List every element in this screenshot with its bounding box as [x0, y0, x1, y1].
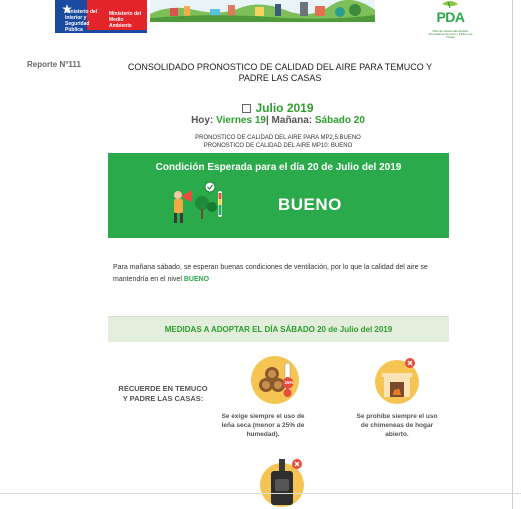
stove-measure: [257, 457, 307, 507]
firewood-measure: [250, 355, 300, 405]
page-edge-right: [512, 0, 513, 509]
forecast-paragraph: [113, 262, 448, 286]
manana-value: Sábado 20: [314, 115, 365, 126]
page-edge-bottom: [0, 493, 521, 494]
measures-header: [108, 316, 449, 342]
report-number: Reporte N°111: [27, 60, 81, 69]
condition-title: Condición Esperada para el día 20 de Julio del 2019: [155, 162, 402, 173]
hoy-row: [108, 115, 448, 126]
measures-title: MEDIDAS A ADOPTAR EL DÍA SÁBADO 20 de Julio del 2019: [164, 325, 393, 334]
forecast-level: BUENO: [183, 276, 210, 283]
pda-logo: [428, 0, 473, 38]
date-month: [108, 101, 448, 115]
stove-icon: [257, 457, 307, 507]
fireplace-measure: [372, 355, 422, 405]
firewood-caption: Se exige siempre el uso de leña seca (menor a 25% de humedad).: [221, 413, 305, 438]
calendar-icon: [242, 104, 251, 113]
page-header: [0, 0, 521, 48]
condition-box: [108, 153, 449, 238]
ministry-interior-label: Ministerio del Interior y Seguridad Pública: [65, 9, 98, 33]
date-separator: |: [265, 115, 269, 126]
hoy-label: Hoy:: [191, 115, 214, 126]
recuerde-label: RECUERDE EN TEMUCO Y PADRE LAS CASAS:: [118, 384, 208, 403]
forecast-text: Para mañana sábado, se esperan buenas condiciones de ventilación, por lo que la calidad del aire se mantendría en el nivel: [113, 264, 428, 283]
pronostico-lines: [108, 134, 448, 150]
manana-label: Mañana:: [271, 115, 313, 126]
report-title: CONSOLIDADO PRONOSTICO DE CALIDAD DEL AIRE PARA TEMUCO Y PADRE LAS CASAS: [127, 62, 433, 83]
condition-level: BUENO: [278, 195, 342, 214]
city-banner-icon: [150, 0, 375, 22]
air-quality-illustration-icon: [166, 181, 226, 226]
humidity-badge: 25%: [284, 380, 294, 385]
pronostico-mp10: PRONOSTICO DE CALIDAD DEL AIRE MP10: BUENO: [203, 143, 353, 149]
pda-subtitle: Plan de Descontaminación Atmosférica Temuco y Padre Las Casas: [428, 29, 473, 39]
fireplace-icon: [372, 355, 422, 405]
pronostico-mp25: PRONOSTICO DE CALIDAD DEL AIRE PARA MP2,5:BUENO: [195, 135, 361, 141]
month-year: Julio 2019: [255, 101, 314, 115]
fireplace-caption: Se prohíbe siempre el uso de chimeneas de hogar abierto.: [356, 413, 438, 438]
pda-logo-text: PDA: [436, 9, 465, 25]
hoy-value: Viernes 19: [216, 115, 266, 126]
ministry-environment-label: Ministerio del Medio Ambiente: [109, 11, 142, 29]
